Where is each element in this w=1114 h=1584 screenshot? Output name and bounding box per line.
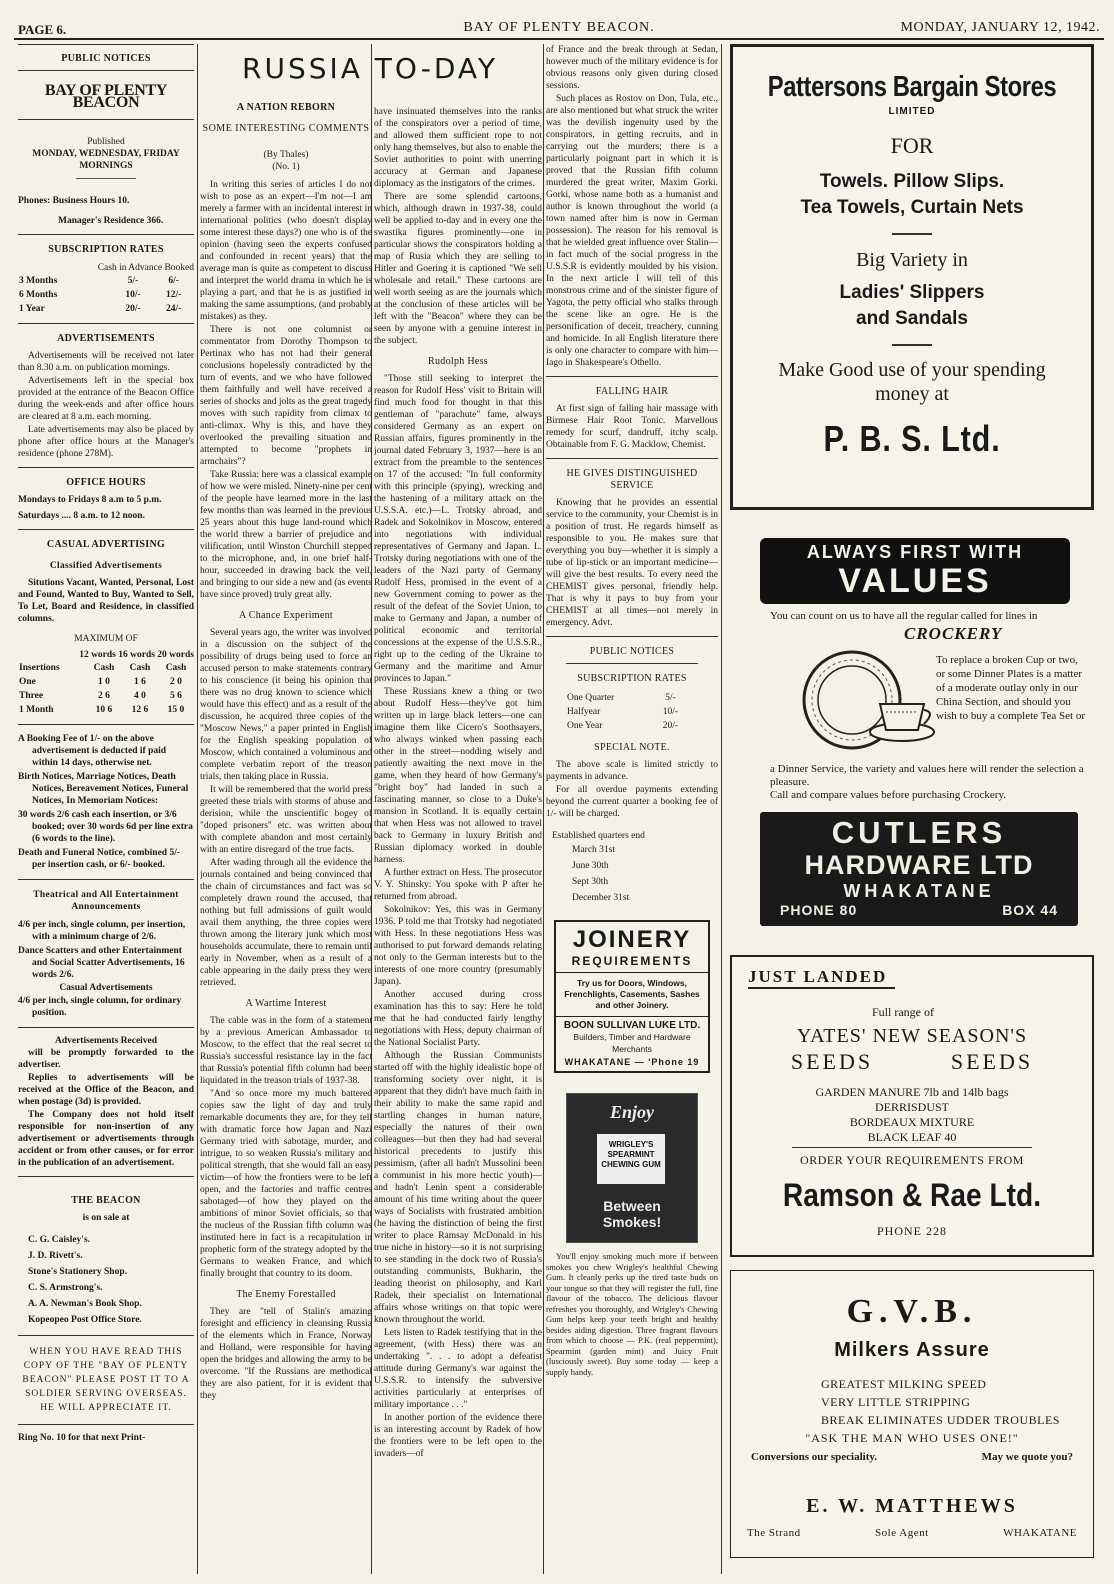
paragraph: These Russians knew a thing or two about Rudolf Hess—they've got him written up in large black letters—one can imagine them like Cicero's Soothsayers, who always winked when passing each other in the street—nodding wisely and patiently awaiting the next move in the game, when they heard of how Germany's "bright boy" had landed in such a fascinating manner, so close to a Duke's mansion in Scotland. It is equally certain that when Hess was not allowed to travel back to Germany in luxury British and Russian diplomacy worked in double harness. bbox=[374, 687, 542, 865]
article-column-3 bbox=[546, 44, 718, 1574]
table-row: 1 Month 10 6 12 6 15 0 bbox=[19, 705, 185, 715]
table-row: One Quarter 5/- bbox=[567, 693, 676, 703]
list-item: BLACK LEAF 40 bbox=[867, 1130, 957, 1144]
section-heading: SUBSCRIPTION RATES bbox=[577, 673, 687, 684]
paragraph: In writing this series of articles I do not wish to pose as an expert—I'm not—I am merely a farmer with an incidental interest in international politics (who doesn't display some interest these days?) one who is of the opinion (having seen the experts confused and confounded in recent years) that the average man is quite as competent to discuss and interpret the world drama in which he is playing a part, and that he is as justified in making the same assumptions, (and probably mistakes) as they. bbox=[200, 180, 372, 322]
rates-table bbox=[566, 691, 686, 733]
paragraph: Several years ago, the writer was involved in a discussion on the subject of the possibility of drugs being used to force an accused person to make statements contrary to his conscience (it being his opinion that there was no drug known to science which would have this effect) and as a result of the discussion, he acquired three copies of the "Moscow News," a paper printed in English for the English speaking population of Moscow, which contained a voluminous and complete verbatim report of the treason trials, then taking place in Russia. bbox=[200, 628, 372, 782]
list-item: BORDEAUX MIXTURE bbox=[849, 1115, 975, 1129]
column-rule bbox=[197, 44, 198, 1574]
paragraph: In another portion of the evidence there is an interesting account by Radek of how the frontiers were to be left open to the invaders—of bbox=[374, 1413, 542, 1459]
subscription-heading: SUBSCRIPTION RATES bbox=[48, 244, 164, 255]
ad-text: Make Good use of your spending money at bbox=[778, 359, 1046, 405]
ad-title: G.V.B. bbox=[846, 1293, 978, 1330]
firm-phone: WHAKATANE — 'Phone 19 bbox=[564, 1057, 700, 1067]
paragraph: The Company does not hold itself responsible for non-insertion of any advertisement or advertisements through accident or from other causes, or for error in the publication of an advertisement. bbox=[18, 1110, 194, 1168]
paragraph: Advertisements will be received not later than 8.30 a.m. on publication mornings. bbox=[18, 351, 194, 373]
subheading: Classified Advertisements bbox=[49, 561, 163, 571]
wrigley-ad-illustration bbox=[566, 1093, 698, 1243]
table-row: Halfyear 10/- bbox=[567, 707, 679, 717]
column-rule bbox=[721, 44, 722, 1574]
store-name: Ramson & Rae Ltd. bbox=[782, 1177, 1042, 1213]
subheading: Casual Advertisements bbox=[59, 983, 153, 993]
ad-items: Ladies' Slippers bbox=[839, 282, 985, 303]
list-item: Death and Funeral Notice, combined 5/- per insertion cash, or 6/- booked. bbox=[18, 848, 181, 870]
quarters-label: Established quarters end bbox=[552, 831, 645, 841]
paragraph: Lets listen to Radek testifying that in the agreement, (with Hess) there was an undertaking ". . . to adopt a defeatist attitude during Germany's war against the U.S.S.R. to intensify the subversive activities particularly at enterprises of military importance . . ." bbox=[374, 1328, 542, 1410]
list-item: Dance Scatters and other Entertainment and Social Scatter Advertisements, 16 words 2/6. bbox=[18, 946, 185, 980]
ad-text: You can count on us to have all the regular called for lines in bbox=[770, 610, 1038, 622]
paragraph: For all overdue payments extending beyond the current quarter a booking fee of 1/- will be charged. bbox=[546, 785, 718, 819]
ad-slogan: "ASK THE MAN WHO USES ONE!" bbox=[805, 1431, 1019, 1445]
agent-name: E. W. MATTHEWS bbox=[806, 1495, 1018, 1517]
paragraph: Knowing that he provides an essential service to the community, your Chemist is in a position of trust. He regards himself as responsible to you. He makes sure that everything you buy—whether it is simply a tube of lip-stick or an important medicine—will give the best results. To every need the CHEMIST gives personal, friendly help. That is why it pays to buy from your CHEMIST at all times—not merely in emergency. Advt. bbox=[546, 498, 718, 628]
notices-column bbox=[18, 44, 194, 1574]
section-heading: The Enemy Forestalled bbox=[236, 1289, 336, 1300]
section-heading: A Wartime Interest bbox=[245, 998, 327, 1009]
crockery-illustration bbox=[800, 646, 940, 754]
table-row: 1 Year 20/- 24/- bbox=[19, 304, 182, 314]
ad-title: Pattersons Bargain Stores bbox=[767, 71, 1057, 103]
seeds-ad bbox=[730, 955, 1094, 1257]
list-item: J. D. Rivett's. bbox=[28, 1251, 83, 1261]
ad-text: Call and compare values before purchasing Crockery. bbox=[770, 789, 1007, 801]
paragraph: There is not one columnist or commentator from Dorothy Thompson to Pertinax who has not had their general conclusions hopelessly contradicted by the turn of events, and we who have followed them faithfully and well have received a series of shocks and jolts as the great tragedy moves with such rapidity from climax to anti-climax. Why is this, and have they overlooked the prevailing situation and attempted to become "prophets in armchairs"? bbox=[200, 325, 372, 467]
paragraph: They are "tell of Stalin's amazing foresight and efficiency in cleansing Russia of the elements which in France, Norway and Holland, were responsible for having open the bridges and allowing the army to be overcome. "If the Russians are methodical they are also patient, for it is evident that they bbox=[200, 1307, 372, 1401]
article-column-1 bbox=[200, 96, 372, 1574]
ad-body: Try us for Doors, Windows, Frenchlights, Casements, Sashes and other Joinery. bbox=[564, 978, 700, 1010]
town: WHAKATANE bbox=[1003, 1527, 1077, 1539]
table-row: Insertions Cash Cash Cash bbox=[19, 663, 187, 673]
section-heading: FALLING HAIR bbox=[595, 386, 669, 397]
feature-line: VERY LITTLE STRIPPING bbox=[821, 1395, 971, 1409]
article-column-2 bbox=[374, 106, 542, 1574]
subscription-table bbox=[18, 274, 194, 316]
list-item: Stone's Stationery Shop. bbox=[28, 1267, 127, 1277]
paragraph: "And so once more my much battered copies saw the light of day and truly remarkable documents they are, for they tell with dramatic force how Japan and Nazi Germany tried with sabotage, murder, and intrigue, to so weaken Russia's military and political strength, that she would fall an easy victim—of how the frontiers were to be left open, and the factories and traffic centres sabotaged—of how they played on the ambitions of minor Soviet officials, so that the nucleus of the Russian fifth column was instituted here in fact is a recapitulation in prophetic form of the strategy adopted by the Germans to weaken France, and which finally brought that country to its doom. bbox=[200, 1089, 372, 1279]
banner-text: ALWAYS FIRST WITH bbox=[806, 542, 1024, 562]
address: The Strand bbox=[747, 1527, 801, 1539]
quarters-list bbox=[572, 842, 718, 906]
ad-tagline: Between Smokes! bbox=[602, 1198, 662, 1230]
ring-notice: Ring No. 10 for that next Print- bbox=[18, 1433, 146, 1443]
section-heading: SPECIAL NOTE. bbox=[594, 742, 670, 753]
paragraph: Late advertisements may also be placed by phone after office hours at the Manager's residence (phone 278M). bbox=[18, 425, 194, 459]
product-list bbox=[732, 1085, 1092, 1145]
values-banner bbox=[760, 538, 1070, 604]
section-heading: A Chance Experiment bbox=[238, 610, 333, 621]
agent-label: Sole Agent bbox=[875, 1527, 929, 1539]
stockist-list bbox=[28, 1232, 194, 1328]
ad-text: Conversions our speciality. bbox=[751, 1451, 878, 1463]
paper-name: BAY OF PLENTY BEACON bbox=[44, 82, 168, 111]
page-number: PAGE 6. bbox=[18, 22, 67, 37]
insertions-table bbox=[18, 661, 194, 717]
on-sale-label: is on sale at bbox=[82, 1213, 130, 1223]
phone-number: PHONE 228 bbox=[876, 1224, 947, 1238]
phones-line: Manager's Residence 366. bbox=[58, 216, 164, 226]
paragraph: will be promptly forwarded to the advertiser. bbox=[18, 1048, 194, 1070]
words-header: 12 words 16 words 20 words bbox=[79, 650, 194, 660]
gvb-ad bbox=[730, 1270, 1094, 1558]
table-row: One Year 20/- bbox=[567, 721, 679, 731]
article-title: RUSSIA TO-DAY bbox=[242, 52, 498, 85]
advertisements-heading: ADVERTISEMENTS bbox=[57, 333, 155, 344]
table-row: One 1 0 1 6 2 0 bbox=[19, 677, 182, 687]
ad-items: Tea Towels, Curtain Nets bbox=[800, 197, 1024, 218]
byline: (By Thales) bbox=[263, 150, 309, 160]
section-heading: HE GIVES DISTINGUISHED SERVICE bbox=[566, 468, 698, 491]
column-rule bbox=[543, 44, 544, 1574]
paragraph: The cable was in the form of a statement by a previous American Ambassador to Moscow, to the effect that the real secret to Russia's successful resistance lay in the fact that Russia's potential fifth column had been liquidated in the treason trials of 1937-38. bbox=[200, 1016, 372, 1086]
public-notices-heading: PUBLIC NOTICES bbox=[61, 53, 151, 64]
ad-subtitle: SEEDS bbox=[950, 1049, 1034, 1074]
ad-text: Big Variety in bbox=[856, 249, 968, 271]
list-item: A Booking Fee of 1/- on the above advertisement is deducted if paid within 14 days, otherwise net. bbox=[18, 734, 167, 768]
list-item: C. S. Armstrong's. bbox=[28, 1283, 103, 1293]
paragraph: Another accused during cross examination has this to say: Here he told me that he had conducted fairly lengthy negotiations with Hess, deputy chairman of the National Socialist Party. bbox=[374, 990, 542, 1048]
box-number: BOX 44 bbox=[1002, 902, 1058, 918]
ad-subtitle: YATES' NEW SEASON'S bbox=[796, 1025, 1028, 1047]
ad-text: a Dinner Service, the variety and values here will render the selection a pleasure. bbox=[770, 763, 1084, 788]
ad-title: CROCKERY bbox=[904, 624, 1003, 643]
paragraph: It will be remembered that the world press greeted these trials with storms of abuse and derision, while the unscientific bogey of "doped prisoners" etc. was written about with complete abandon and most certainly with an entire disregard of the true facts. bbox=[200, 785, 372, 855]
phone-number: PHONE 80 bbox=[780, 902, 858, 918]
article-number: (No. 1) bbox=[272, 162, 300, 172]
ad-items: and Sandals bbox=[856, 308, 968, 329]
office-hours-heading: OFFICE HOURS bbox=[66, 477, 146, 488]
paragraph: There are some splendid cartoons, which, although drawn in 1937-38, could well be applied to-day and in every one the swastika figures prominently—one in particular shows the conspirators holding a map of Rusia which they are selling to Hitler and Goering it is captioned "We sell wholesale and retail." These cartoons are well worth seeing as are the journals which at the conclusion of these articles will be left with the "Beacon" where they can be seen by anyone with a genuine interest in the subject. bbox=[374, 192, 542, 346]
maximum-label: MAXIMUM OF bbox=[74, 634, 138, 644]
paragraph: Replies to advertisements will be received at the Office of the Beacon, and when postage (3d) is provided. bbox=[18, 1073, 194, 1107]
paragraph: have insinuated themselves into the ranks of the conspirators over a period of time, and allowed them sufficient rope to not only hang themselves, but also to enable the Soviet authorities to point with unerring accuracy at German and Japanese diplomacy as the instigators of the crimes. bbox=[374, 107, 542, 189]
ad-text: ORDER YOUR REQUIREMENTS FROM bbox=[800, 1153, 1024, 1167]
casual-advertising-heading: CASUAL ADVERTISING bbox=[46, 539, 166, 550]
joinery-ad bbox=[554, 920, 710, 1073]
issue-date: MONDAY, JANUARY 12, 1942. bbox=[900, 20, 1100, 35]
paragraph: Situtions Vacant, Wanted, Personal, Lost and Found, Wanted to Buy, Wanted to Sell, To Let, Board and Residence, in classified columns. bbox=[18, 578, 194, 624]
list-item: Birth Notices, Marriage Notices, Death Notices, Bereavement Notices, Funeral Notices, In Memoriam Notices: bbox=[18, 772, 189, 806]
list-item: March 31st bbox=[572, 845, 616, 855]
paragraph: The above scale is limited strictly to payments in advance. bbox=[546, 760, 718, 782]
list-item: June 30th bbox=[572, 861, 609, 871]
masthead bbox=[14, 18, 1104, 40]
banner-text: HARDWARE LTD bbox=[804, 850, 1034, 880]
paragraph: At first sign of falling hair massage with Birmese Hair Root Tonic. Marvellous remedy for scurf, dandruff, itchy scalp. Obtainable from F. G. Macklow, Chemist. bbox=[546, 404, 718, 450]
paragraph: A further extract on Hess. The prosecutor V. Y. Shinsky: You spoke with P after he returned from abroad. bbox=[374, 868, 542, 902]
ad-text: To replace a broken Cup or two, or some Dinner Plates is a matter of a moderate outlay only in our China Section, and should you wish to buy a complete Tea Set or bbox=[936, 654, 1086, 722]
gum-pack: WRIGLEY'S SPEARMINT CHEWING GUM bbox=[597, 1134, 665, 1184]
list-item: A. A. Newman's Book Shop. bbox=[28, 1299, 142, 1309]
subheading: Advertisements Received bbox=[54, 1036, 158, 1046]
table-row: Three 2 6 4 0 5 6 bbox=[19, 691, 182, 701]
firm-name: BOON SULLIVAN LUKE LTD. bbox=[556, 1016, 708, 1031]
list-item: C. G. Caisley's. bbox=[28, 1235, 91, 1245]
notice-list bbox=[18, 918, 194, 982]
paragraph: Sokolnikov: Yes, this was in Germany 1936. P told me that Trotsky had negotiated with Hess. In these negotiations Hess was authorised to put forward demands relating not only to the German interests but to the interests of one more country (presumably Japan). bbox=[374, 905, 542, 987]
office-hours-line: Saturdays .... 8 a.m. to 12 noon. bbox=[18, 511, 145, 521]
list-item: 30 words 2/6 cash each insertion, or 3/6 booked; over 30 words 6d per line extra (6 words to the line). bbox=[18, 810, 193, 844]
list-item: GARDEN MANURE 7lb and 14lb bags bbox=[815, 1085, 1009, 1099]
list-item: December 31st bbox=[572, 893, 630, 903]
feature-line: GREATEST MILKING SPEED bbox=[821, 1377, 987, 1391]
table-row: 3 Months 5/- 6/- bbox=[19, 276, 179, 286]
list-item: Kopeopeo Post Office Store. bbox=[28, 1315, 142, 1325]
ad-subtitle: LIMITED bbox=[888, 106, 936, 117]
notice-list bbox=[18, 732, 194, 872]
table-row: 6 Months 10/- 12/- bbox=[19, 290, 182, 300]
ad-text: May we quote you? bbox=[981, 1451, 1073, 1463]
paragraph: After wading through all the evidence the journals contained and being convinced that the chain of circumstances and fact was so completely drawn round the accused, that nothing but full admissions of guilt would avail them anything, the three copies were thrown among the literary junk which most households accumulate, there to remain until early in November, when as a result of a cable appearing in the daily press they were retrieved. bbox=[200, 858, 372, 988]
ad-text: FOR bbox=[890, 133, 934, 158]
newspaper-name: BAY OF PLENTY BEACON. bbox=[463, 20, 655, 35]
ad-title: JOINERY bbox=[572, 926, 692, 953]
section-heading: PUBLIC NOTICES bbox=[589, 646, 675, 657]
ad-title: JUST LANDED bbox=[748, 967, 895, 989]
article-subheading: SOME INTERESTING COMMENTS bbox=[202, 123, 370, 134]
beacon-heading: THE BEACON bbox=[71, 1195, 141, 1206]
article-subheading: A NATION REBORN bbox=[236, 102, 336, 113]
ad-subtitle: REQUIREMENTS bbox=[556, 954, 708, 973]
feature-line: BREAK ELIMINATES UDDER TROUBLES bbox=[821, 1413, 1060, 1427]
ad-title: Enjoy bbox=[609, 1102, 654, 1122]
store-name: P. B. S. Ltd. bbox=[823, 418, 1001, 459]
firm-description: Builders, Timber and Hardware Merchants bbox=[573, 1032, 691, 1054]
paragraph: Such places as Rostov on Don, Tula, etc., are also mentioned but what struck the writer was the devilish ingenuity used by the conspirators, in getting recruits, and in carrying out the murders; there is a particularly poignant part in which it is proved that the Russian fifth column murdered the great writer, Maxim Gorki. Gorki, whose name both as a humanist and author is known throughout the world (a town named after him is now in German possession). The reason for his removal is that he wielded great influence over Stalin—in fact much of the social progress in the U.S.S.R is evidently moulded by his vision. In the next article I will tell of this monstrous crime and of the sinister figure of Yagota, the petty official who stalks through the scene like an ogre. He is the personification of deceit, treachery, cunning and homicide. In all English literature there is only one character to compare with him—Iago in Shakespeare's Othello. bbox=[546, 94, 718, 368]
ad-text: Full range of bbox=[872, 1005, 934, 1019]
list-item: DERRISDUST bbox=[874, 1100, 949, 1114]
phones-line: Phones: Business Hours 10. bbox=[18, 196, 130, 206]
subheading: Theatrical and All Entertainment Announcements bbox=[33, 890, 179, 912]
crockery-ad bbox=[730, 518, 1094, 928]
paragraph: Take Russia: here was a classical example of how we were misled. Ninety-nine per cent of the people have learned more in the last few months than was learned in the previous 25 years about this huge land-round which the world threw a barrier of prejudice and vilification, until Winston Churchill stepped to the microphone, and, in one brief half-hour, succeeded in drawing back the veil, and bringing to our side a new and (as events have since proved) truly great ally. bbox=[200, 470, 372, 600]
article-title-block bbox=[200, 48, 540, 91]
list-item: Sept 30th bbox=[572, 877, 609, 887]
ad-items: Towels. Pillow Slips. bbox=[819, 171, 1005, 192]
paragraph: You'll enjoy smoking much more if between smokes you chew Wrigley's healthful Chewing Gum. It cleanly perks up the tired taste buds on your tongue so that they will register the full, fine flavour of the tobacco. The delicious flavour refreshes you thoroughly, and Wrigley's Chewing Gum helps keep your teeth bright and healthy besides aiding digestion. Three fragrant flavours from which to choose — P.K. (real peppermint), Spearmint (garden mint) and Juicy Fruit (lusciously sweet). Buy some today — keep a supply handy. bbox=[546, 1251, 718, 1377]
publication-days: MONDAY, WEDNESDAY, FRIDAY MORNINGS bbox=[32, 149, 180, 171]
list-item: 4/6 per inch, single column, per insertion, with a minimum charge of 2/6. bbox=[18, 920, 186, 942]
list-item: 4/6 per inch, single column, for ordinary position. bbox=[18, 996, 182, 1018]
paragraph: of France and the break through at Sedan, however much of the military evidence is for obvious reasons only given during closed sessions. bbox=[546, 45, 718, 91]
soldier-notice: WHEN YOU HAVE READ THIS COPY OF THE "BAY OF PLENTY BEACON" PLEASE POST IT TO A SOLDIER SERVING OVERSEAS. HE WILL APPRECIATE IT. bbox=[22, 1347, 190, 1413]
notice-list bbox=[18, 994, 194, 1020]
banner-text: CUTLERS bbox=[831, 815, 1007, 850]
section-heading: Rudolph Hess bbox=[428, 356, 488, 367]
office-hours-line: Mondays to Fridays 8 a.m to 5 p.m. bbox=[18, 495, 162, 505]
paragraph: "Those still seeking to interpret the reason for Rudolf Hess' visit to Britain will find much food for thought in that this gentleman of "parachute" fame, always considered Germany as an expert on Russian affairs, figures prominently in the journal dated February 3, 1937—here is an extract from the preamble to the sentences on 17 of the accused: "In full conformity with this principle (spying), wrecking and the hastening of a military attack on the U.S.S.A. etc.)—L. Trotsky abroad, and Radek and Sokolnikov in Moscow, entered into negotiations with individual representatives of Germany and Japan. L. Trotsky during negotiations with one of the leaders of the Nazi party of Germany Rudolf Hess, promised in the event of a new Government coming to power as the result of the defeat of the Soviet Union, to make to Germany and Japan, a number of political economic and territorial concessions at the expense of the U.S.S.R., right up to the ceding of the Ukraine to Germany and the maritime and Amur provinces to Japan." bbox=[374, 374, 542, 684]
ad-subtitle: SEEDS bbox=[790, 1049, 874, 1074]
paragraph: Advertisements left in the special box provided at the entrance of the Beacon Office during the week-ends and after office hours are cleared at 8 a.m. each morning. bbox=[18, 376, 194, 422]
subscription-columns: Cash in Advance Booked bbox=[97, 263, 194, 273]
pattersons-ad bbox=[730, 44, 1094, 510]
paragraph: Although the Russian Communists started off with the highly idealistic hope of transforming society over night, it is apparent that they didn't have much faith in their ability to make the same rapid and startling changes in human nature, especially the natures of their own colleagues—but then they had had several historical precedents to justify this pessimism, (after all hadn't Mussolini been a communist in his more hectic youth)—and hadn't Lenin spent a considerable amount of his time writing about the queer ways of Socialists with frustrated ambition (he having the distinction of being the first writer to place Ramsay McDonald in his true niche in history—so it is not surprising to see standing in the dock two of Russia's outstanding communists, Bukharin, the leading theorist on philosophy, and Karl Radek, their specialist on International affairs whose writings on that topic were known throughout the world. bbox=[374, 1051, 542, 1325]
ad-subtitle: Milkers Assure bbox=[834, 1339, 990, 1361]
banner-text: VALUES bbox=[838, 562, 992, 600]
cutlers-banner bbox=[760, 812, 1078, 926]
banner-text: WHAKATANE bbox=[843, 881, 995, 901]
published-label: Published bbox=[87, 137, 125, 147]
